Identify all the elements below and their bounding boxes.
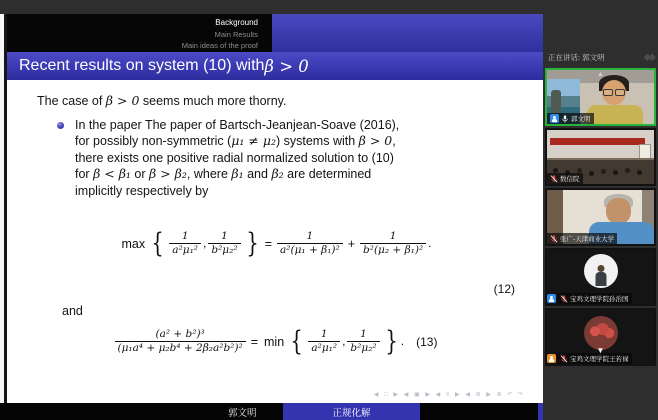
mic-muted-icon bbox=[550, 235, 558, 243]
bullet-line-2: for possibly non-symmetric (μ₁ ≠ μ₂) systems with β > 0, bbox=[75, 133, 396, 149]
slide-section-nav bbox=[7, 14, 272, 52]
participant-name: 张广-天津商业大学 bbox=[560, 236, 615, 243]
eq13-equals: = bbox=[250, 334, 259, 349]
bullet-item bbox=[57, 117, 399, 199]
eq12-fraction-2: $\frac{1}{\text{b²μ₂²}}$ bbox=[208, 230, 240, 256]
presentation-slide bbox=[7, 14, 543, 403]
video-tile-baoji-2[interactable] bbox=[545, 308, 656, 366]
member-badge-icon bbox=[547, 294, 556, 303]
equation-13 bbox=[7, 328, 543, 355]
mic-on-icon bbox=[561, 115, 569, 123]
footer-author: 郭文明 bbox=[228, 409, 257, 419]
name-tag-row bbox=[547, 173, 583, 184]
video-thumbnail-list[interactable] bbox=[545, 68, 656, 368]
eq12-right-brace: } bbox=[245, 228, 259, 259]
equation-12 bbox=[7, 230, 543, 257]
scroll-down-icon[interactable]: ▼ bbox=[596, 346, 605, 355]
eq12-comma: , bbox=[203, 236, 207, 250]
bullet-line-3: there exists one positive radial normalized solution to (10) bbox=[75, 150, 394, 165]
eq13-period: . bbox=[400, 334, 405, 348]
participant-name: 数信院 bbox=[560, 176, 580, 183]
name-tag-row bbox=[547, 113, 594, 124]
eq12-plus: + bbox=[347, 236, 356, 251]
equation-13-tag: (13) bbox=[416, 334, 438, 349]
eq13-left-brace: { bbox=[290, 326, 303, 357]
eq12-fraction-3: $\frac{1}{\text{a²(μ₁ + β₁)²}}$ bbox=[277, 230, 343, 256]
screen-share-view bbox=[0, 14, 543, 420]
meeting-brand-icon: ◆◆ bbox=[643, 52, 653, 63]
section-main-results: Main Results bbox=[214, 29, 258, 39]
participant-name: 郭文明 bbox=[571, 116, 591, 123]
eq12-max-operator: max bbox=[121, 236, 146, 251]
name-tag-row bbox=[547, 233, 617, 244]
scroll-up-icon[interactable]: ▲ bbox=[597, 71, 604, 78]
eq13-min-operator: min bbox=[264, 334, 285, 349]
member-badge-icon bbox=[550, 114, 559, 123]
bullet-text bbox=[75, 117, 399, 199]
mic-muted-icon bbox=[560, 355, 568, 363]
video-tile-guo-wenming[interactable] bbox=[545, 68, 656, 126]
bullet-line-1: In the paper The paper of Bartsch-Jeanjean-Soave (2016), bbox=[75, 118, 400, 132]
bullet-line-5: implicitly respectively by bbox=[75, 183, 209, 198]
speaking-label: 正在讲话: 郭文明 bbox=[548, 53, 605, 62]
member-badge-icon bbox=[547, 354, 556, 363]
equation-12-tag: (12) bbox=[493, 282, 515, 296]
slide-header-blue-panel bbox=[272, 14, 543, 52]
participant-face bbox=[606, 198, 631, 224]
video-tile-shuxinyuan[interactable] bbox=[545, 128, 656, 186]
video-tile-zhang-guang[interactable] bbox=[545, 188, 656, 246]
avatar bbox=[584, 254, 618, 288]
intro-sentence: The case of β > 0 seems much more thorny. bbox=[37, 93, 287, 108]
mic-muted-icon bbox=[550, 175, 558, 183]
video-tile-baoji-1[interactable] bbox=[545, 248, 656, 306]
participant-name-tag bbox=[557, 293, 632, 304]
bullet-ball-icon bbox=[57, 122, 64, 129]
footer-talk-title: 正规化解 bbox=[283, 403, 420, 420]
eq12-left-brace: { bbox=[151, 228, 164, 259]
eq13-fraction-2: $\frac{1}{\text{a²μ₁²}}$ bbox=[308, 328, 340, 354]
red-banner bbox=[550, 138, 645, 145]
eq13-right-brace: } bbox=[385, 326, 398, 357]
section-background: Background bbox=[215, 18, 258, 27]
and-word: and bbox=[62, 304, 83, 318]
bullet-line-4: for β < β₁ or β > β₂, where β₁ and β₂ are determined bbox=[75, 166, 372, 182]
participant-name-tag bbox=[557, 353, 632, 364]
participant-name-tag bbox=[547, 173, 583, 184]
participant-name: 宝鸡文理学院孙治国 bbox=[570, 296, 629, 303]
avatar bbox=[584, 316, 618, 350]
speaking-row bbox=[548, 52, 653, 63]
participant-name-tag bbox=[547, 233, 617, 244]
participant-name-tag bbox=[547, 113, 594, 124]
eq13-fraction-3: $\frac{1}{\text{b²μ₂²}}$ bbox=[347, 328, 379, 354]
slide-body bbox=[7, 80, 543, 403]
eq12-equals: = bbox=[264, 236, 273, 251]
slide-title: Recent results on system (10) with β > 0 bbox=[7, 52, 543, 80]
section-main-ideas: Main ideas of the proof bbox=[181, 41, 258, 50]
eq13-comma: , bbox=[342, 334, 346, 348]
eq13-fraction-1: $\frac{\text{(a² + b²)³}}{\text{(μ₁a⁴ + μ₂b⁴ + 2β₂a²b²)²}}$ bbox=[115, 328, 246, 354]
beamer-navigation-icons: ◀ □ ▶ ◀ ▣ ▶ ◀ ≡ ▶ ◀ ≣ ▶ ≣ ↶ ↷ bbox=[373, 392, 525, 398]
slide-footer-bar bbox=[0, 403, 543, 420]
participants-sidebar[interactable] bbox=[543, 14, 658, 420]
slide-header bbox=[7, 14, 543, 52]
participant-name: 宝鸡文理学院王若禄 bbox=[570, 356, 629, 363]
eq12-period: . bbox=[428, 236, 432, 250]
mic-muted-icon bbox=[560, 295, 568, 303]
eq12-fraction-4: $\frac{1}{\text{b²(μ₂ + β₁)²}}$ bbox=[360, 230, 426, 256]
name-tag-row bbox=[547, 353, 632, 364]
name-tag-row bbox=[547, 293, 632, 304]
eq12-fraction-1: $\frac{1}{\text{a²μ₁²}}$ bbox=[169, 230, 201, 256]
